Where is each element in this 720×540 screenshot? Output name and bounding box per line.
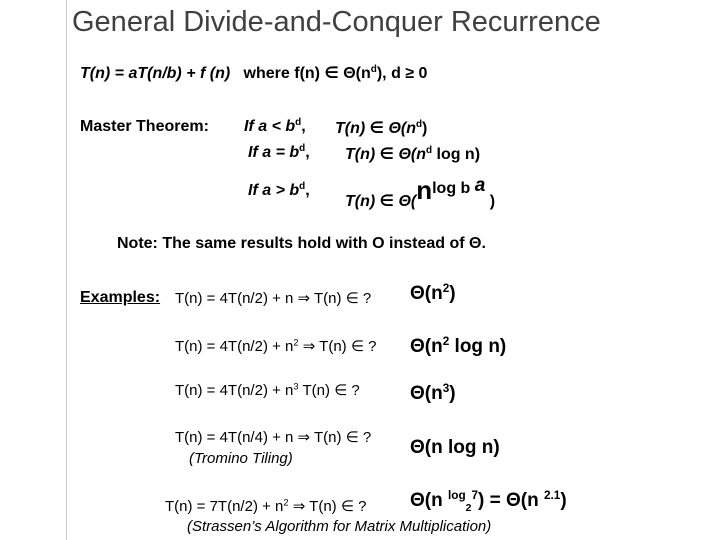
master-case-2-result: T(n) ∈ $\Theta(n^d$ log n) [345, 145, 481, 163]
example-3-equation: $T(n) = 4T(n/2) + n^3$ T(n) ∈ ? [175, 381, 360, 399]
recurrence-line [80, 63, 427, 83]
example-5-subtitle: (Strassen’s Algorithm for Matrix Multiplication) [187, 518, 492, 535]
example-5-equation: $T(n) = 7T(n/2) + n^2$ ⇒ T(n) ∈ ? [165, 497, 367, 515]
example-5-answer: Θ(n $^{log}_2^7$) = Θ(n $^{2.1}$) [410, 488, 567, 514]
master-case-2-cond: If $a = b^d$, [248, 143, 310, 161]
recurrence-lhs: T(n) = aT(n/b) + f (n) [80, 65, 231, 82]
slide-title: General Divide-and-Conquer Recurrence [72, 6, 601, 38]
example-2-equation: $T(n) = 4T(n/2) + n^2$ ⇒ T(n) ∈ ? [175, 337, 377, 355]
example-4-equation: T(n) = 4T(n/4) + n ⇒ T(n) ∈ ? [175, 429, 372, 446]
example-3-answer: $\Theta(n^3)$ [410, 381, 456, 404]
master-case-3-result: T(n) ∈ Θ(nlog b a ) [345, 175, 496, 210]
example-1-answer: $\Theta(n^2)$ [410, 281, 456, 304]
example-2-answer: $\Theta(n^2$ log n) [410, 334, 507, 357]
recurrence-where: where f(n) ∈ Θ(n [243, 65, 371, 82]
example-1-equation: T(n) = 4T(n/2) + n ⇒ T(n) ∈ ? [175, 290, 372, 307]
master-case-1-result: T(n) ∈ $\Theta(n^d)$ [335, 119, 428, 137]
recurrence-exp: d [370, 64, 377, 76]
master-theorem-label: Master Theorem: [80, 118, 209, 135]
example-4-answer: Θ(n log n) [410, 437, 500, 458]
recurrence-cond: ), d ≥ 0 [376, 65, 428, 82]
slide-frame-line [66, 0, 67, 540]
note-text: Note: The same results hold with O instead of Θ. [117, 235, 486, 252]
master-case-1-cond: If $a < b^d$, [244, 117, 306, 135]
example-4-subtitle: (Tromino Tiling) [189, 450, 293, 467]
master-case-3-cond: If $a > b^d$, [248, 181, 310, 199]
examples-label: Examples: [80, 289, 161, 306]
